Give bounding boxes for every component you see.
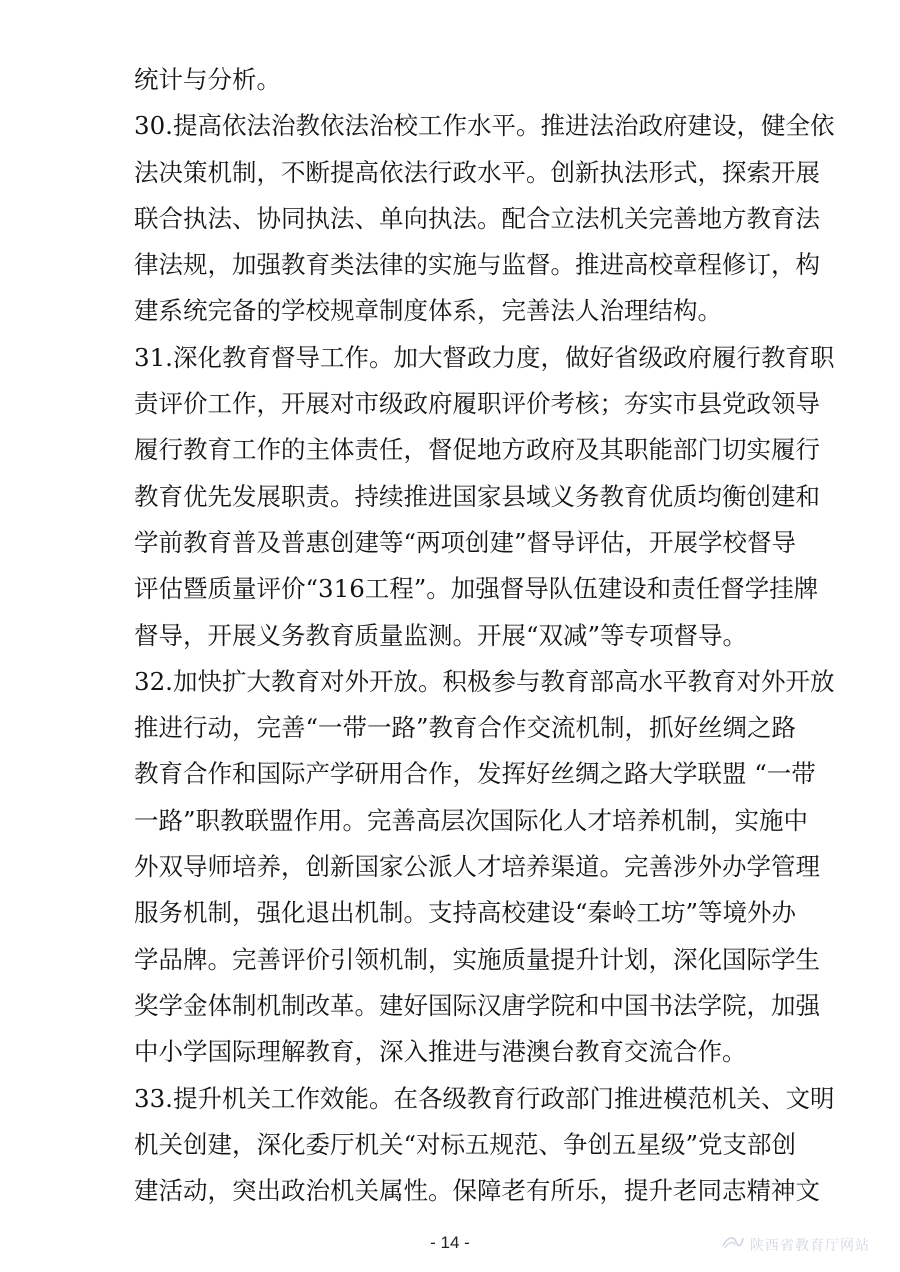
text-line: 教育合作和国际产学研用合作，发挥好丝绸之路大学联盟 “一带	[134, 759, 816, 789]
text-line: 外双导师培养，创新国家公派人才培养渠道。完善涉外办学管理	[134, 852, 820, 882]
text-line: 统计与分析。	[134, 65, 281, 94]
text-line: 联合执法、协同执法、单向执法。配合立法机关完善地方教育法	[134, 203, 820, 233]
text-line: 评估暨质量评价“316工程”。加强督导队伍建设和责任督学挂牌	[134, 574, 819, 604]
text-line: 31.深化教育督导工作。加大督政力度，做好省级政府履行教育职	[134, 342, 835, 372]
text-line: 推进行动，完善“一带一路”教育合作交流机制，抓好丝绸之路	[134, 713, 797, 743]
text-line: 32.加快扩大教育对外开放。积极参与教育部高水平教育对外开放	[134, 666, 835, 696]
text-line: 奖学金体制机制改革。建好国际汉唐学院和中国书法学院，加强	[134, 990, 820, 1020]
body-text	[134, 57, 835, 1214]
text-line: 一路”职教联盟作用。完善高层次国际化人才培养机制，实施中	[134, 805, 809, 835]
text-line: 机关创建，深化委厅机关“对标五规范、争创五星级”党支部创	[134, 1129, 797, 1159]
watermark	[722, 1234, 870, 1255]
text-line: 建系统完备的学校规章制度体系，完善法人治理结构。	[134, 296, 722, 326]
text-line: 学前教育普及普惠创建等“两项创建”督导评估，开展学校督导	[134, 527, 797, 557]
text-line: 服务机制，强化退出机制。支持高校建设“秦岭工坊”等境外办	[134, 898, 797, 928]
text-line: 律法规，加强教育类法律的实施与监督。推进高校章程修订，构	[134, 250, 820, 280]
text-line: 学品牌。完善评价引领机制，实施质量提升计划，深化国际学生	[134, 944, 820, 974]
text-line: 建活动，突出政治机关属性。保障老有所乐，提升老同志精神文	[134, 1176, 820, 1206]
text-line: 教育优先发展职责。持续推进国家县域义务教育优质均衡创建和	[134, 481, 820, 511]
text-line: 法决策机制，不断提高依法行政水平。创新执法形式，探索开展	[134, 157, 820, 187]
text-line: 责评价工作，开展对市级政府履职评价考核；夯实市县党政领导	[134, 389, 820, 419]
text-line: 30.提高依法治教依法治校工作水平。推进法治政府建设，健全依	[134, 111, 835, 141]
text-line: 33.提升机关工作效能。在各级教育行政部门推进模范机关、文明	[134, 1083, 835, 1113]
text-line: 中小学国际理解教育，深入推进与港澳台教育交流合作。	[134, 1037, 747, 1067]
text-line: 督导，开展义务教育质量监测。开展“双减”等专项督导。	[134, 620, 748, 650]
ribbon-logo-icon	[722, 1234, 744, 1255]
text-line: 履行教育工作的主体责任，督促地方政府及其职能部门切实履行	[134, 435, 820, 465]
page-number: - 14 -	[430, 1233, 470, 1252]
watermark-text: 陕西省教育厅网站	[750, 1237, 870, 1254]
